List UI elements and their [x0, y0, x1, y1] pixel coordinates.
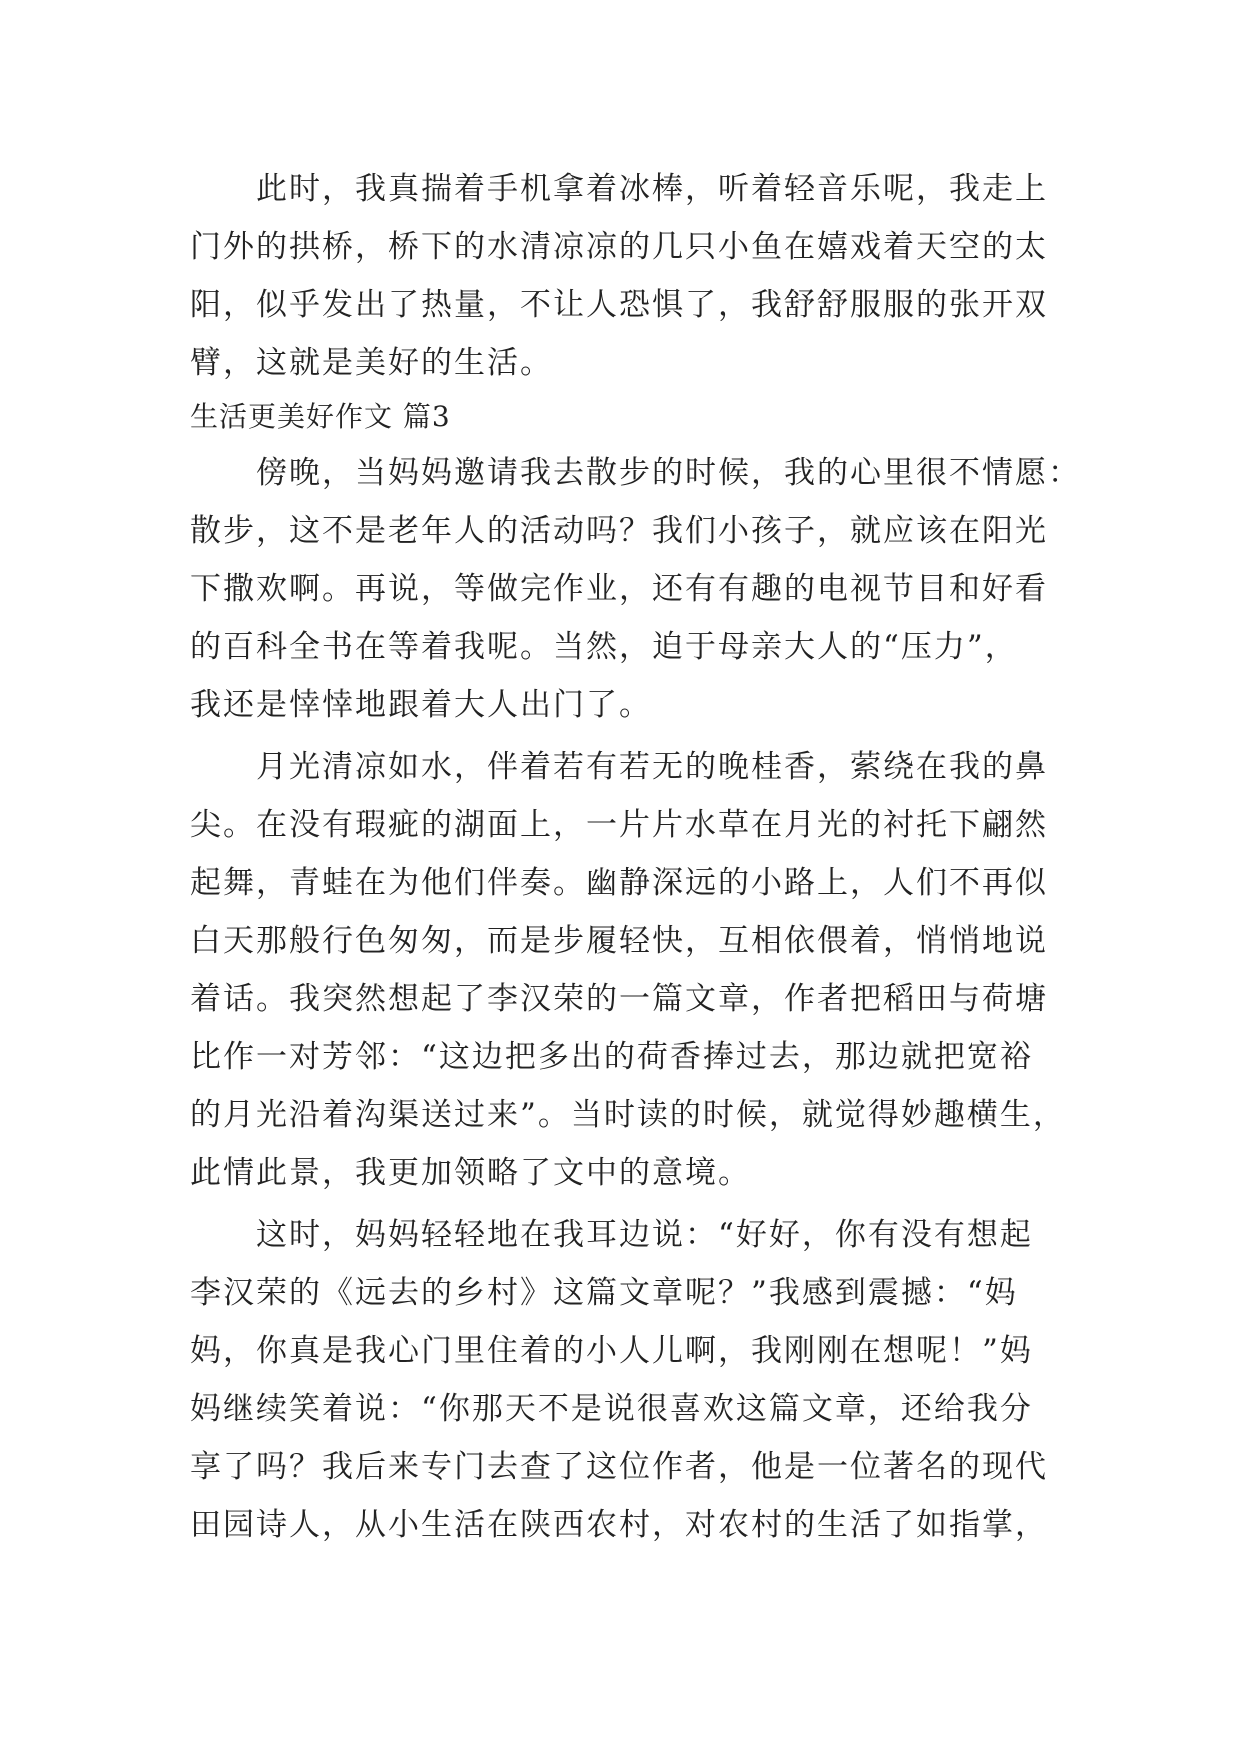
text-line: 的月光沿着沟渠送过来”。当时读的时候，就觉得妙趣横生，	[190, 1097, 1066, 1133]
text-line: 我还是悻悻地跟着大人出门了。	[190, 687, 652, 723]
text-line: 此时，我真揣着手机拿着冰棒，听着轻音乐呢，我走上	[256, 171, 1048, 207]
paragraph	[190, 1206, 1060, 1554]
text-line: 白天那般行色匆匆，而是步履轻快，互相依偎着，悄悄地说	[190, 923, 1048, 959]
text-line: 傍晚，当妈妈邀请我去散步的时候，我的心里很不情愿：	[256, 455, 1081, 491]
text-line: 妈继续笑着说：“你那天不是说很喜欢这篇文章，还给我分	[190, 1391, 1033, 1427]
text-line: 此情此景，我更加领略了文中的意境。	[190, 1155, 751, 1191]
text-line: 李汉荣的《远去的乡村》这篇文章呢？”我感到震撼：“妈	[190, 1275, 1018, 1311]
section-heading: 生活更美好作文 篇3	[190, 400, 451, 433]
text-line: 下撒欢啊。再说，等做完作业，还有有趣的电视节目和好看	[190, 571, 1048, 607]
paragraph	[190, 444, 1081, 734]
paragraph	[190, 738, 1066, 1202]
document-body	[190, 160, 1081, 1554]
text-line: 妈，你真是我心门里住着的小人儿啊，我刚刚在想呢！”妈	[190, 1333, 1033, 1369]
text-line: 着话。我突然想起了李汉荣的一篇文章，作者把稻田与荷塘	[190, 981, 1048, 1017]
text-line: 比作一对芳邻：“这边把多出的荷香捧过去，那边就把宽裕	[190, 1039, 1033, 1075]
text-line: 臂，这就是美好的生活。	[190, 345, 553, 381]
paragraph	[190, 160, 1060, 392]
text-line: 散步，这不是老年人的活动吗？我们小孩子，就应该在阳光	[190, 513, 1048, 549]
text-line: 阳，似乎发出了热量，不让人恐惧了，我舒舒服服的张开双	[190, 287, 1048, 323]
text-line: 田园诗人，从小生活在陕西农村，对农村的生活了如指掌，	[190, 1507, 1048, 1543]
text-line: 的百科全书在等着我呢。当然，迫于母亲大人的“压力”，	[190, 629, 1018, 665]
text-line: 享了吗？我后来专门去查了这位作者，他是一位著名的现代	[190, 1449, 1048, 1485]
text-line: 尖。在没有瑕疵的湖面上，一片片水草在月光的衬托下翩然	[190, 807, 1048, 843]
text-line: 门外的拱桥，桥下的水清凉凉的几只小鱼在嬉戏着天空的太	[190, 229, 1048, 265]
text-line: 这时，妈妈轻轻地在我耳边说：“好好，你有没有想起	[256, 1217, 1033, 1253]
text-line: 起舞，青蛙在为他们伴奏。幽静深远的小路上，人们不再似	[190, 865, 1048, 901]
text-line: 月光清凉如水，伴着若有若无的晚桂香，萦绕在我的鼻	[256, 749, 1048, 785]
